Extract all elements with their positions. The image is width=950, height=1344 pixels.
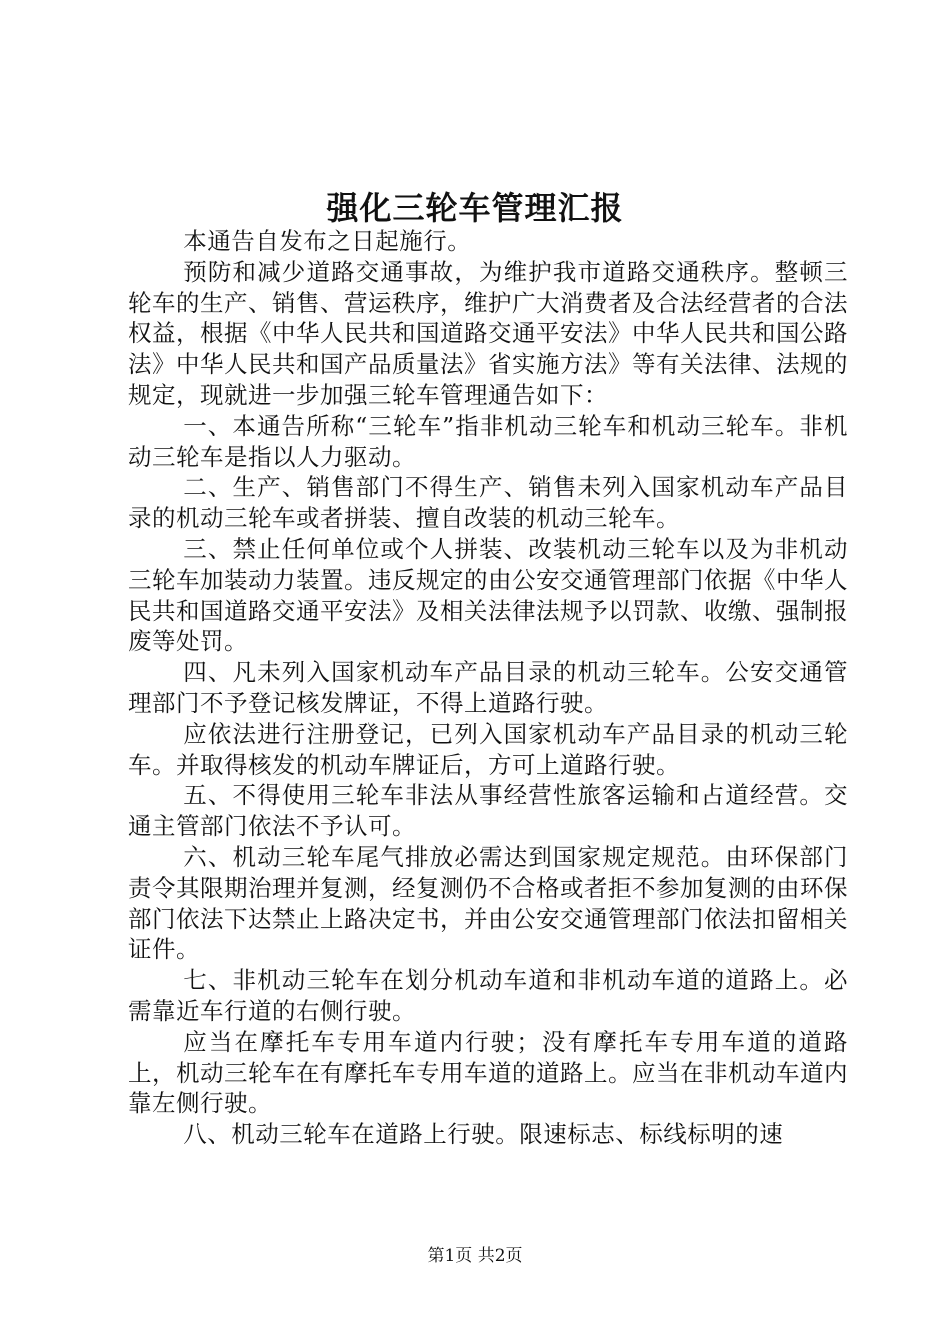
document-body bbox=[128, 226, 848, 1150]
paragraph: 一、本通告所称“三轮车”指非机动三轮车和机动三轮车。非机动三轮车是指以人力驱动。 bbox=[128, 411, 848, 471]
paragraph: 三、禁止任何单位或个人拼装、改装机动三轮车以及为非机动三轮车加装动力装置。违反规定的由公安交通管理部门依据《中华人民共和国道路交通平安法》及相关法律法规予以罚款、收缴、强制报废等处罚。 bbox=[128, 534, 848, 656]
paragraph: 七、非机动三轮车在划分机动车道和非机动车道的道路上。必需靠近车行道的右侧行驶。 bbox=[128, 966, 848, 1025]
paragraph: 六、机动三轮车尾气排放必需达到国家规定规范。由环保部门责令其限期治理并复测，经复测仍不合格或者拒不参加复测的由环保部门依法下达禁止上路决定书，并由公安交通管理部门依法扣留相关证件。 bbox=[128, 842, 848, 964]
paragraph: 二、生产、销售部门不得生产、销售未列入国家机动车产品目录的机动三轮车或者拼装、擅自改装的机动三轮车。 bbox=[128, 473, 848, 533]
paragraph: 本通告自发布之日起施行。 bbox=[183, 227, 472, 255]
paragraph: 八、机动三轮车在道路上行驶。限速标志、标线标明的速 bbox=[183, 1120, 784, 1149]
page-number-footer: 第1页 共2页 bbox=[427, 1246, 523, 1266]
document-title: 强化三轮车管理汇报 bbox=[326, 189, 624, 227]
paragraph: 应当在摩托车专用车道内行驶；没有摩托车专用车道的道路上，机动三轮车在有摩托车专用车道的道路上。应当在非机动车道内靠左侧行驶。 bbox=[128, 1027, 848, 1118]
paragraph: 应依法进行注册登记，已列入国家机动车产品目录的机动三轮车。并取得核发的机动车牌证后，方可上道路行驶。 bbox=[128, 719, 848, 779]
paragraph: 五、不得使用三轮车非法从事经营性旅客运输和占道经营。交通主管部门依法不予认可。 bbox=[128, 781, 848, 841]
paragraph: 预防和减少道路交通事故，为维护我市道路交通秩序。整顿三轮车的生产、销售、营运秩序，维护广大消费者及合法经营者的合法权益，根据《中华人民共和国道路交通平安法》中华人民共和国公路法》中华人民共和国产品质量法》省实施方法》等有关法律、法规的规定，现就进一步加强三轮车管理通告如下： bbox=[128, 257, 848, 409]
paragraph: 四、凡未列入国家机动车产品目录的机动三轮车。公安交通管理部门不予登记核发牌证，不得上道路行驶。 bbox=[128, 658, 848, 717]
